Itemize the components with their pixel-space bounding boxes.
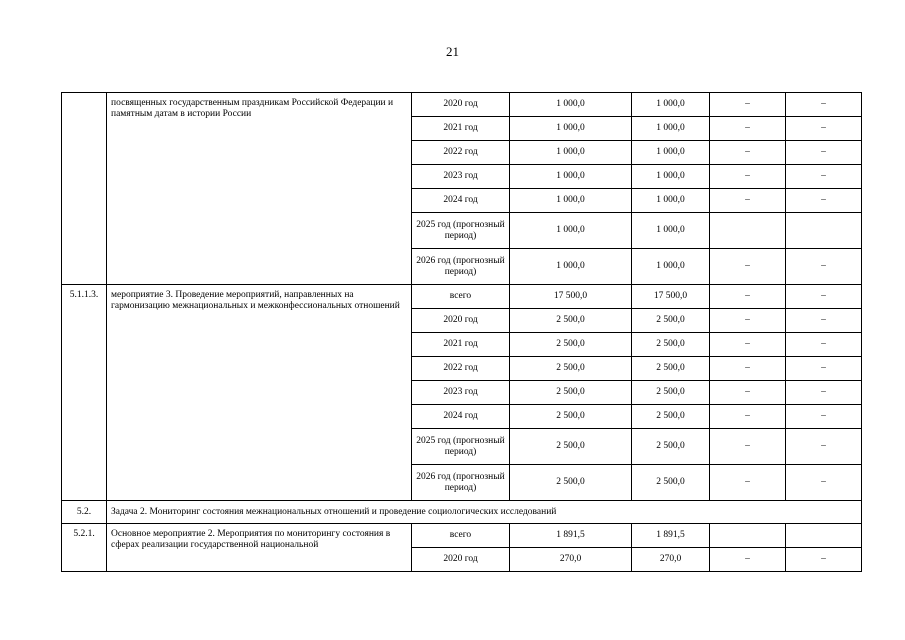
value-cell: 1 000,0 [632,117,710,141]
item-number: 5.2.1. [62,524,107,572]
item-name: посвященных государственным праздникам Российской Федерации и памятным датам в истории России [107,93,412,285]
period-cell: 2020 год [412,309,510,333]
period-cell: всего [412,524,510,548]
value-cell: 270,0 [510,548,632,572]
value-cell: 2 500,0 [632,405,710,429]
period-cell: 2021 год [412,333,510,357]
item-number [62,93,107,285]
task-number: 5.2. [62,501,107,524]
page-number: 21 [446,44,459,59]
value-cell: 1 000,0 [510,141,632,165]
table-row [62,93,862,117]
value-cell: 2 500,0 [632,357,710,381]
value-cell: – [710,405,786,429]
value-cell: – [710,429,786,465]
value-cell: – [710,165,786,189]
value-cell: – [786,189,862,213]
value-cell: 2 500,0 [510,333,632,357]
value-cell: – [710,285,786,309]
period-cell: 2022 год [412,357,510,381]
value-cell: – [710,117,786,141]
value-cell: – [786,357,862,381]
value-cell: – [710,93,786,117]
period-cell: 2023 год [412,381,510,405]
value-cell: – [786,285,862,309]
item-number: 5.1.1.3. [62,285,107,501]
value-cell: 2 500,0 [632,429,710,465]
item-name: Основное мероприятие 2. Мероприятия по мониторингу состояния в сферах реализации государственной национальной [107,524,412,572]
value-cell [710,213,786,249]
value-cell: 2 500,0 [510,357,632,381]
table-row [62,524,862,548]
value-cell: 1 000,0 [510,213,632,249]
value-cell: 270,0 [632,548,710,572]
period-cell: 2020 год [412,548,510,572]
value-cell: – [786,165,862,189]
value-cell: 17 500,0 [510,285,632,309]
period-cell: 2024 год [412,405,510,429]
period-cell: 2020 год [412,93,510,117]
value-cell: – [786,465,862,501]
budget-table [61,92,862,572]
period-cell: 2023 год [412,165,510,189]
value-cell: – [710,333,786,357]
value-cell: 2 500,0 [632,309,710,333]
value-cell: 1 000,0 [632,249,710,285]
value-cell: 2 500,0 [510,309,632,333]
task-row [62,501,862,524]
period-cell: 2026 год (прогнозный период) [412,465,510,501]
period-cell: 2026 год (прогнозный период) [412,249,510,285]
value-cell: – [786,249,862,285]
value-cell: 1 000,0 [510,165,632,189]
value-cell: 2 500,0 [510,405,632,429]
value-cell: 2 500,0 [510,381,632,405]
value-cell: 1 000,0 [510,249,632,285]
value-cell: – [786,333,862,357]
value-cell: – [786,429,862,465]
value-cell [786,213,862,249]
value-cell: – [786,117,862,141]
value-cell: 1 891,5 [510,524,632,548]
value-cell: – [710,381,786,405]
value-cell: 2 500,0 [632,333,710,357]
value-cell: 2 500,0 [510,465,632,501]
value-cell: 1 891,5 [632,524,710,548]
value-cell: 1 000,0 [632,93,710,117]
value-cell: 1 000,0 [510,189,632,213]
value-cell: 1 000,0 [632,165,710,189]
value-cell: 2 500,0 [632,465,710,501]
value-cell: – [786,309,862,333]
item-name: мероприятие 3. Проведение мероприятий, направленных на гармонизацию межнациональных и межконфессиональных отношений [107,285,412,501]
period-cell: 2021 год [412,117,510,141]
value-cell [786,524,862,548]
value-cell: – [710,548,786,572]
value-cell [710,524,786,548]
table-row [62,285,862,309]
value-cell: – [710,189,786,213]
value-cell: – [710,249,786,285]
value-cell: 1 000,0 [632,141,710,165]
value-cell: – [786,381,862,405]
period-cell: 2025 год (прогнозный период) [412,213,510,249]
value-cell: – [786,405,862,429]
value-cell: – [710,309,786,333]
value-cell: – [710,465,786,501]
value-cell: – [786,548,862,572]
value-cell: – [710,141,786,165]
value-cell: 2 500,0 [510,429,632,465]
value-cell: 1 000,0 [510,93,632,117]
value-cell: 1 000,0 [632,189,710,213]
value-cell: 17 500,0 [632,285,710,309]
value-cell: 1 000,0 [632,213,710,249]
value-cell: – [710,357,786,381]
period-cell: 2025 год (прогнозный период) [412,429,510,465]
value-cell: 1 000,0 [510,117,632,141]
value-cell: 2 500,0 [632,381,710,405]
period-cell: 2022 год [412,141,510,165]
value-cell: – [786,141,862,165]
task-title: Задача 2. Мониторинг состояния межнациональных отношений и проведение социологических исследований [107,501,862,524]
period-cell: 2024 год [412,189,510,213]
value-cell: – [786,93,862,117]
period-cell: всего [412,285,510,309]
